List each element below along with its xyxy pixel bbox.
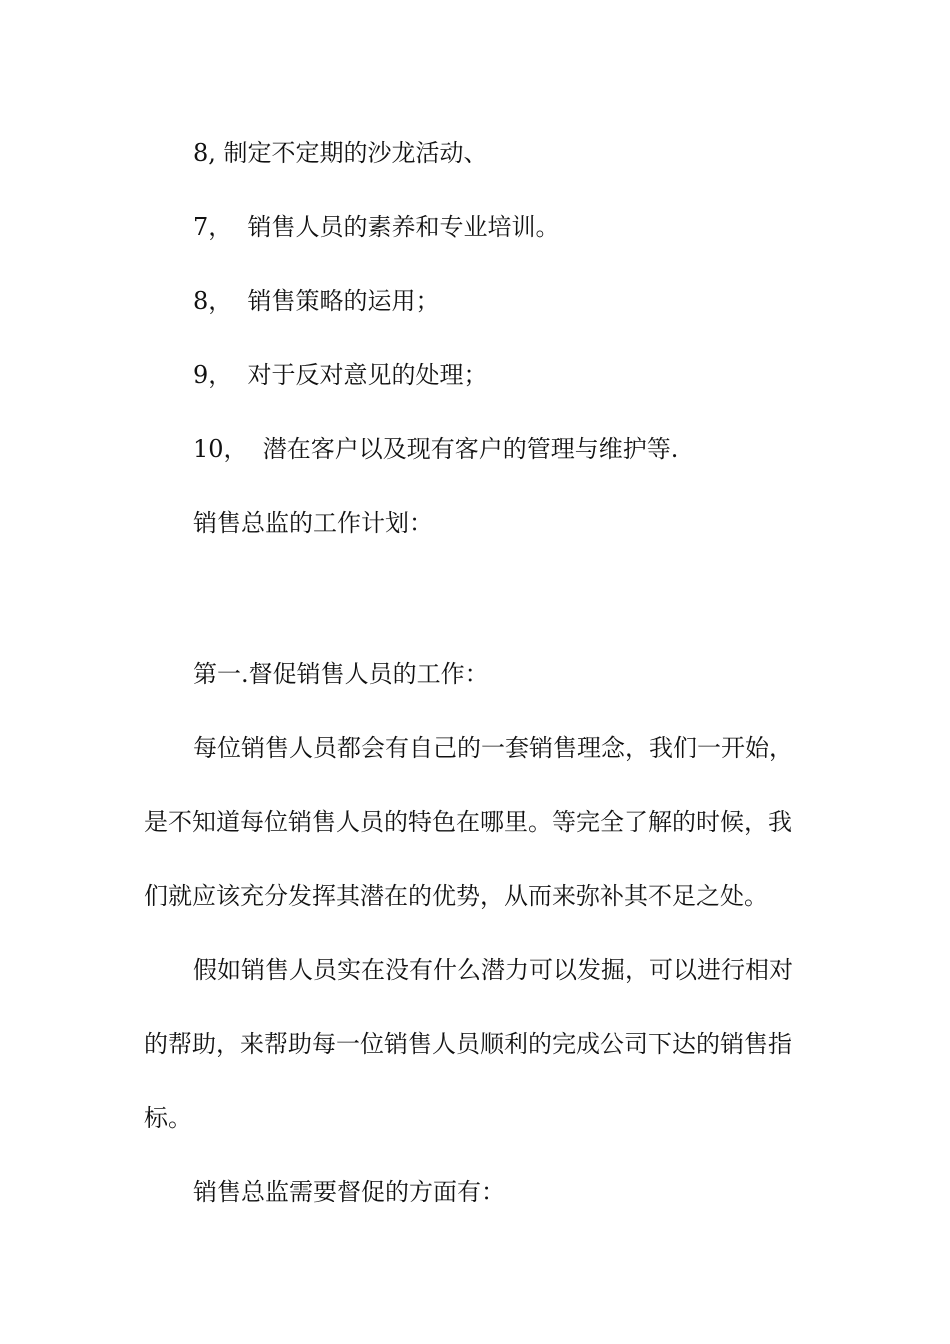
list-item: 8, 制定不定期的沙龙活动、: [193, 139, 488, 167]
section-heading-first: 第一.督促销售人员的工作：: [193, 660, 489, 688]
paragraph-line: 们就应该充分发挥其潜在的优势，从而来弥补其不足之处。: [144, 882, 768, 910]
list-item: 8， 销售策略的运用；: [193, 287, 440, 315]
paragraph-line: 的帮助，来帮助每一位销售人员顺利的完成公司下达的销售指: [144, 1030, 792, 1058]
closing-line: 销售总监需要督促的方面有：: [193, 1178, 505, 1206]
list-item: 9， 对于反对意见的处理；: [193, 361, 488, 389]
paragraph-line: 是不知道每位销售人员的特色在哪里。等完全了解的时候，我: [144, 808, 792, 836]
paragraph-line: 假如销售人员实在没有什么潜力可以发掘，可以进行相对: [193, 956, 793, 984]
list-item: 7， 销售人员的素养和专业培训。: [193, 213, 560, 241]
list-item: 10， 潜在客户以及现有客户的管理与维护等.: [193, 435, 679, 463]
paragraph-line: 标。: [144, 1104, 192, 1132]
paragraph-line: 每位销售人员都会有自己的一套销售理念，我们一开始，: [193, 734, 793, 762]
section-heading-plan: 销售总监的工作计划：: [193, 509, 433, 537]
